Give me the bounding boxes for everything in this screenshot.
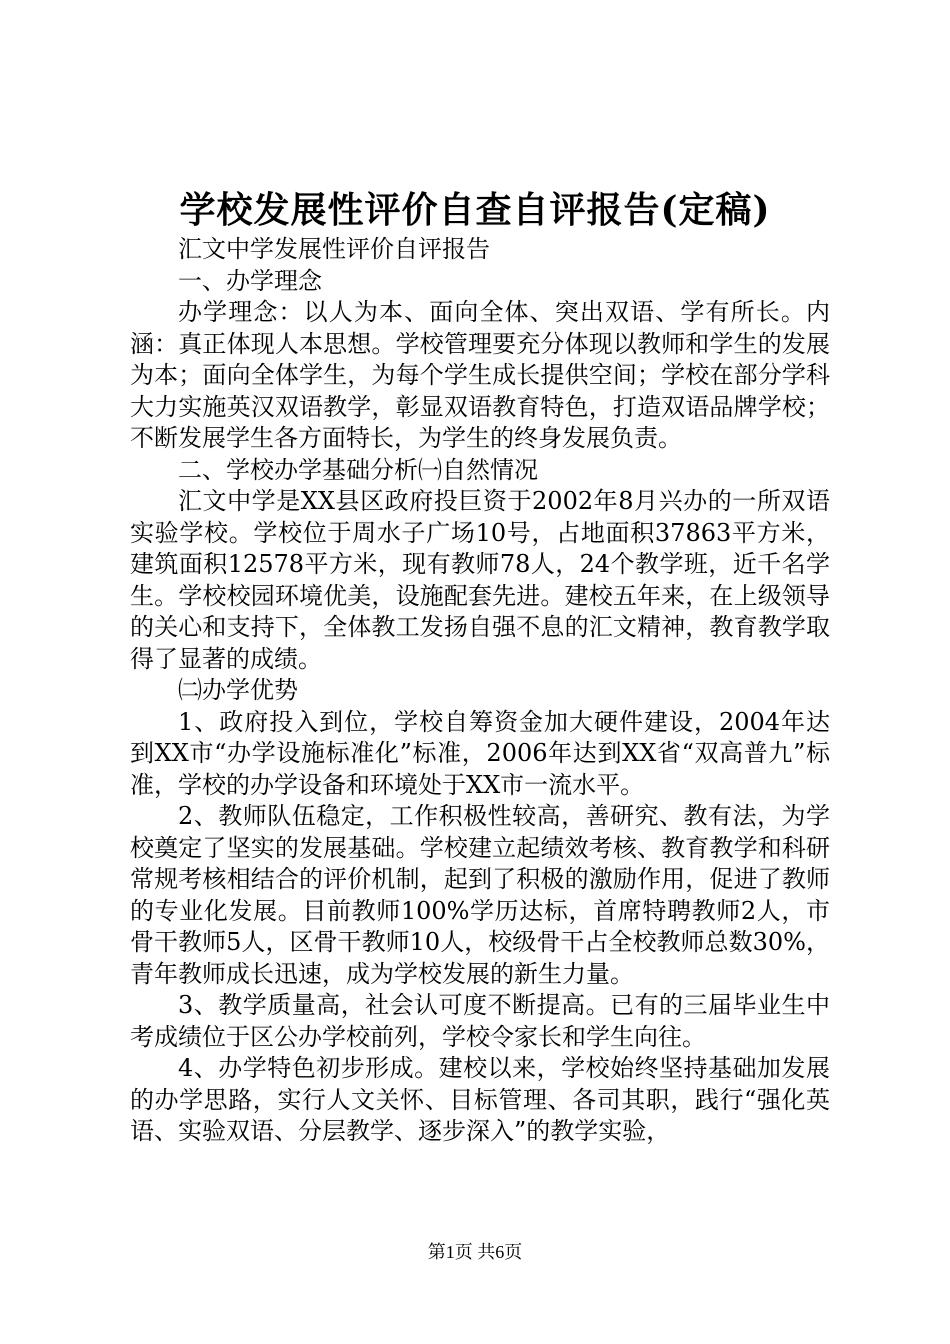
report-subtitle: 汇文中学发展性评价自评报告 (178, 235, 490, 263)
section-heading-philosophy: 一、办学理念 (178, 266, 322, 295)
document-title: 学校发展性评价自查自评报告(定稿) (179, 189, 771, 231)
paragraph-advantage-3: 3、教学质量高，社会认可度不断提高。已有的三届毕业生中考成绩位于区公办学校前列，学校令家长和学生向往。 (130, 991, 830, 1051)
paragraph-natural-situation: 汇文中学是XX县区政府投巨资于2002年8月兴办的一所双语实验学校。学校位于周水子广场10号，占地面积37863平方米，建筑面积12578平方米，现有教师78人，24个教学班，近千名学生。学校校园环境优美，设施配套先进。建校五年来，在上级领导的关心和支持下，全体教工发扬自强不息的汇文精神，教育教学取得了显著的成绩。 (130, 487, 830, 673)
paragraph-advantage-4: 4、办学特色初步形成。建校以来，学校始终坚持基础加发展的办学思路，实行人文关怀、目标管理、各司其职，践行“强化英语、实验双语、分层教学、逐步深入”的教学实验， (130, 1054, 830, 1145)
subsection-heading-advantages: ㈡办学优势 (178, 676, 298, 704)
paragraph-philosophy: 办学理念：以人为本、面向全体、突出双语、学有所长。内涵：真正体现人本思想。学校管理要充分体现以教师和学生的发展为本；面向全体学生，为每个学生成长提供空间；学校在部分学科大力实施英汉双语教学，彰显双语教育特色，打造双语品牌学校；不断发展学生各方面特长，为学生的终身发展负责。 (130, 298, 830, 452)
document-body (130, 234, 830, 1148)
section-heading-basis: 二、学校办学基础分析㈠自然情况 (178, 455, 538, 484)
page-number-footer: 第1页 共6页 (427, 1242, 523, 1262)
paragraph-advantage-1: 1、政府投入到位，学校自筹资金加大硬件建设，2004年达到XX市“办学设施标准化”标准，2006年达到XX省“双高普九”标准，学校的办学设备和环境处于XX市一流水平。 (130, 707, 830, 799)
paragraph-advantage-2: 2、教师队伍稳定，工作积极性较高，善研究、教有法，为学校奠定了坚实的发展基础。学校建立起绩效考核、教育教学和科研常规考核相结合的评价机制，起到了积极的激励作用，促进了教师的专业化发展。目前教师100%学历达标，首席特聘教师2人，市骨干教师5人，区骨干教师10人，校级骨干占全校教师总数30%，青年教师成长迅速，成为学校发展的新生力量。 (130, 802, 830, 988)
